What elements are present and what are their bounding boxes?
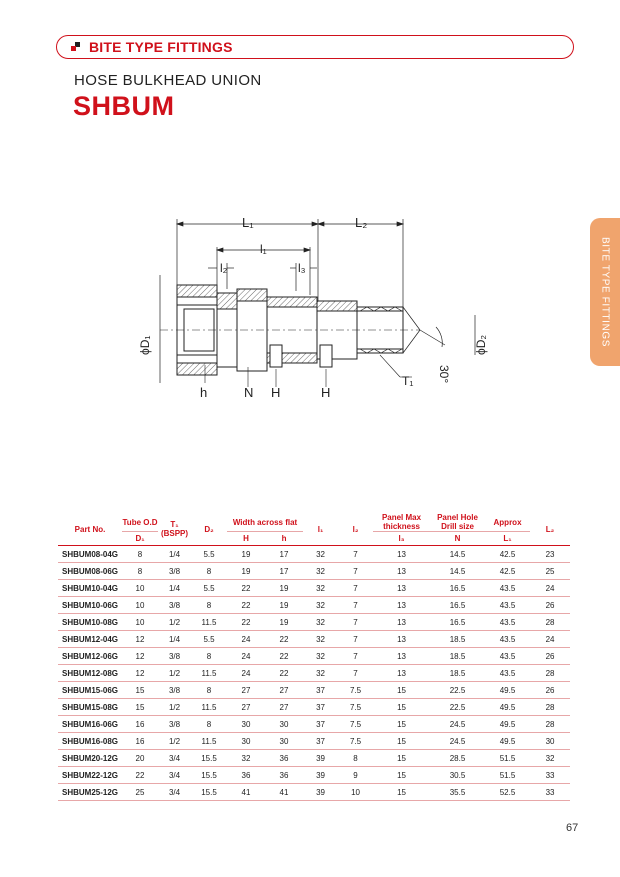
table-cell: 43.5 [499,651,516,661]
table-cell: 37 [316,702,325,712]
label-T1: T₁ [402,374,414,388]
table-cell: 41 [279,787,289,797]
subheader-h: h [265,532,303,546]
table-cell: 22.5 [449,702,466,712]
part-number-cell: SHBUM20-12G [62,753,119,763]
table-cell: 3/8 [168,600,181,610]
table-cell: 32 [316,668,325,678]
table-cell: 32 [316,583,325,593]
label-h: h [200,385,208,400]
label-N: N [244,385,254,400]
table-cell: 1/4 [168,634,181,644]
table-cell: 39 [316,787,325,797]
table-cell: 26 [545,651,555,661]
table-cell: 13 [397,634,406,644]
label-l2: l₂ [220,261,228,275]
table-cell: 43.5 [499,617,516,627]
table-cell: 9 [353,770,358,780]
table-cell: 32 [316,617,325,627]
table-cell: 22 [135,770,145,780]
table-cell: 7.5 [349,702,362,712]
page-number: 67 [566,822,579,834]
header-t1-sub: (BSPP) [160,529,189,538]
table-cell: 28 [545,668,555,678]
table-cell: 5.5 [203,549,215,559]
part-number-cell: SHBUM22-12G [62,770,119,780]
table-cell: 30 [545,736,555,746]
table-cell: 22 [241,583,251,593]
table-cell: 25 [545,566,555,576]
table-cell: 51.5 [499,770,516,780]
table-cell: 49.5 [499,736,516,746]
side-tab[interactable] [590,218,620,366]
table-cell: 7.5 [349,685,362,695]
product-subtitle: HOSE BULKHEAD UNION [74,72,262,89]
subheader-l3: l₃ [373,532,430,546]
table-cell: 3/4 [168,787,181,797]
part-number-cell: SHBUM10-06G [62,600,119,610]
table-cell: 17 [279,549,289,559]
table-row [58,546,570,563]
table-row [58,614,570,631]
table-cell: 23 [545,549,555,559]
table-cell: 5.5 [203,634,215,644]
category-title: BITE TYPE FITTINGS [89,39,233,55]
table-cell: 8 [206,651,212,661]
table-cell: 33 [545,787,555,797]
table-row [58,563,570,580]
table-cell: 37 [316,736,325,746]
table-row [58,631,570,648]
table-cell: 13 [397,651,406,661]
table-cell: 32 [316,549,325,559]
table-cell: 30 [241,719,251,729]
table-cell: 49.5 [499,685,516,695]
table-cell: 16.5 [449,583,466,593]
table-cell: 22.5 [449,685,466,695]
header-t1 [158,513,191,546]
table-cell: 49.5 [499,702,516,712]
table-cell: 42.5 [499,566,516,576]
table-cell: 11.5 [201,617,217,627]
table-cell: 7 [353,583,358,593]
table-cell: 8 [353,753,358,763]
table-row [58,597,570,614]
table-cell: 19 [241,566,251,576]
table-row [58,750,570,767]
table-cell: 8 [137,549,143,559]
part-number-cell: SHBUM15-08G [62,702,119,712]
fitting-body [160,285,445,387]
table-cell: 11.5 [201,736,217,746]
table-cell: 30 [241,736,251,746]
subheader-N: N [430,532,485,546]
table-cell: 3/8 [168,719,181,729]
table-cell: 32 [316,566,325,576]
table-cell: 13 [397,617,406,627]
header-l1-small: l₁ [317,524,324,534]
table-cell: 36 [241,770,251,780]
table-row [58,580,570,597]
label-l1: l₁ [260,242,267,256]
table-cell: 19 [279,600,289,610]
label-L2: L₂ [355,215,368,230]
table-cell: 37 [316,719,325,729]
table-cell: 7.5 [349,719,362,729]
part-number-cell: SHBUM16-06G [62,719,119,729]
table-cell: 15 [397,736,406,746]
table-row [58,716,570,733]
table-cell: 15 [397,719,406,729]
table-cell: 24 [545,634,555,644]
table-cell: 32 [316,600,325,610]
table-cell: 32 [241,753,251,763]
table-cell: 7 [353,566,358,576]
table-cell: 14.5 [449,549,466,559]
subheader-H: H [227,532,265,546]
table-cell: 24 [241,668,251,678]
label-D1: ϕD₁ [138,335,152,355]
table-cell: 10 [351,787,360,797]
table-row [58,648,570,665]
table-cell: 22 [241,600,251,610]
table-cell: 19 [279,617,289,627]
table-cell: 17 [279,566,289,576]
header-panel-max: Panel Max thickness [381,513,422,531]
table-cell: 22 [279,668,289,678]
table-cell: 15 [397,685,406,695]
header-t1-label: T₁ [170,520,179,529]
table-cell: 8 [206,566,212,576]
table-cell: 36 [279,753,289,763]
part-number-cell: SHBUM25-12G [62,787,119,797]
part-number-cell: SHBUM16-08G [62,736,119,746]
table-cell: 15 [397,702,406,712]
table-cell: 18.5 [449,651,466,661]
header-part-no: Part No. [74,524,106,534]
table-row [58,733,570,750]
table-cell: 24.5 [449,736,466,746]
table-cell: 15 [135,685,145,695]
part-number-cell: SHBUM12-06G [62,651,119,661]
table-cell: 28 [545,702,555,712]
category-mark-icon [71,42,81,52]
table-cell: 1/2 [168,736,181,746]
header-approx: Approx [493,517,522,527]
table-cell: 37 [316,685,325,695]
table-row [58,767,570,784]
table-cell: 22 [241,617,251,627]
table-cell: 8 [137,566,143,576]
table-cell: 24.5 [449,719,466,729]
label-angle: 30° [437,365,451,384]
table-cell: 5.5 [203,583,215,593]
technical-drawing [120,205,510,415]
table-cell: 33 [545,770,555,780]
table-cell: 22 [279,651,289,661]
table-cell: 12 [135,634,145,644]
table-cell: 15.5 [201,753,217,763]
table-cell: 12 [135,668,145,678]
table-cell: 7 [353,651,358,661]
spec-table-body [58,546,570,801]
spec-table [58,513,570,801]
table-cell: 39 [316,753,325,763]
header-panel-hole: Panel Hole Drill size [437,513,478,531]
table-cell: 13 [397,566,406,576]
table-cell: 3/4 [168,770,181,780]
table-cell: 10 [135,583,145,593]
table-cell: 27 [279,702,289,712]
table-cell: 18.5 [449,634,466,644]
table-cell: 27 [279,685,289,695]
table-row [58,784,570,801]
part-number-cell: SHBUM12-08G [62,668,119,678]
label-L1: L₁ [242,215,254,230]
subheader-L1: L₁ [485,532,530,546]
table-cell: 13 [397,583,406,593]
header-tube-od: Tube O.D [122,517,158,527]
table-cell: 11.5 [201,702,217,712]
table-cell: 15 [135,702,145,712]
header-L2: L₂ [545,524,555,534]
table-cell: 13 [397,600,406,610]
table-cell: 19 [279,583,289,593]
table-cell: 3/8 [168,685,181,695]
table-cell: 7 [353,617,358,627]
table-cell: 32 [316,634,325,644]
table-cell: 39 [316,770,325,780]
table-cell: 51.5 [499,753,516,763]
product-code: SHBUM [73,91,175,121]
table-cell: 15 [397,753,406,763]
table-cell: 13 [397,549,406,559]
table-cell: 1/2 [168,617,181,627]
table-cell: 19 [241,549,251,559]
table-cell: 15 [397,770,406,780]
label-H-left: H [271,385,281,400]
table-cell: 10 [135,600,145,610]
table-cell: 7 [353,549,358,559]
table-cell: 16 [135,719,145,729]
header-d2: D₂ [204,524,214,534]
label-l3: l₃ [298,261,306,275]
category-header [56,35,574,59]
table-cell: 43.5 [499,668,516,678]
table-cell: 14.5 [449,566,466,576]
table-cell: 3/8 [168,566,181,576]
table-cell: 24 [545,583,555,593]
table-cell: 3/4 [168,753,181,763]
table-cell: 10 [135,617,145,627]
table-cell: 3/8 [168,651,181,661]
header-width-across-flat: Width across flat [232,517,298,527]
table-cell: 1/4 [168,549,181,559]
side-tab-label: BITE TYPE FITTINGS [599,236,611,348]
table-cell: 7 [353,634,358,644]
table-cell: 8 [206,685,212,695]
table-cell: 35.5 [449,787,466,797]
table-cell: 26 [545,685,555,695]
header-l2-small: l₂ [352,524,359,534]
table-cell: 13 [397,668,406,678]
part-number-cell: SHBUM08-04G [62,549,119,559]
table-cell: 24 [241,651,251,661]
table-row [58,699,570,716]
table-cell: 22 [279,634,289,644]
table-cell: 1/2 [168,702,181,712]
table-cell: 30 [279,736,289,746]
table-cell: 43.5 [499,634,516,644]
label-H-right: H [321,385,331,400]
table-cell: 28.5 [449,753,466,763]
table-cell: 28 [545,617,555,627]
table-cell: 25 [135,787,145,797]
table-cell: 1/4 [168,583,181,593]
table-cell: 16.5 [449,600,466,610]
table-cell: 18.5 [449,668,466,678]
table-cell: 12 [135,651,145,661]
table-cell: 15.5 [201,770,217,780]
table-cell: 7 [353,668,358,678]
label-D2: ϕD₂ [474,334,488,355]
table-cell: 24 [241,634,251,644]
table-cell: 7.5 [349,736,362,746]
table-cell: 42.5 [499,549,516,559]
table-cell: 8 [206,719,212,729]
part-number-cell: SHBUM15-06G [62,685,119,695]
table-cell: 52.5 [499,787,516,797]
part-number-cell: SHBUM10-04G [62,583,119,593]
table-cell: 1/2 [168,668,181,678]
table-cell: 32 [316,651,325,661]
table-cell: 36 [279,770,289,780]
table-cell: 27 [241,685,251,695]
table-cell: 43.5 [499,583,516,593]
table-cell: 11.5 [201,668,217,678]
table-cell: 16 [135,736,145,746]
subheader-d1: D₁ [122,532,158,546]
table-cell: 15 [397,787,406,797]
table-cell: 8 [206,600,212,610]
table-cell: 16.5 [449,617,466,627]
table-cell: 27 [241,702,251,712]
table-cell: 20 [135,753,145,763]
table-cell: 30 [279,719,289,729]
table-cell: 41 [241,787,251,797]
table-cell: 7 [353,600,358,610]
part-number-cell: SHBUM12-04G [62,634,119,644]
table-row [58,682,570,699]
table-cell: 28 [545,719,555,729]
part-number-cell: SHBUM10-08G [62,617,119,627]
table-cell: 26 [545,600,555,610]
table-row [58,665,570,682]
table-cell: 43.5 [499,600,516,610]
table-cell: 30.5 [449,770,466,780]
table-cell: 15.5 [201,787,217,797]
table-cell: 49.5 [499,719,516,729]
table-cell: 32 [545,753,555,763]
part-number-cell: SHBUM08-06G [62,566,119,576]
